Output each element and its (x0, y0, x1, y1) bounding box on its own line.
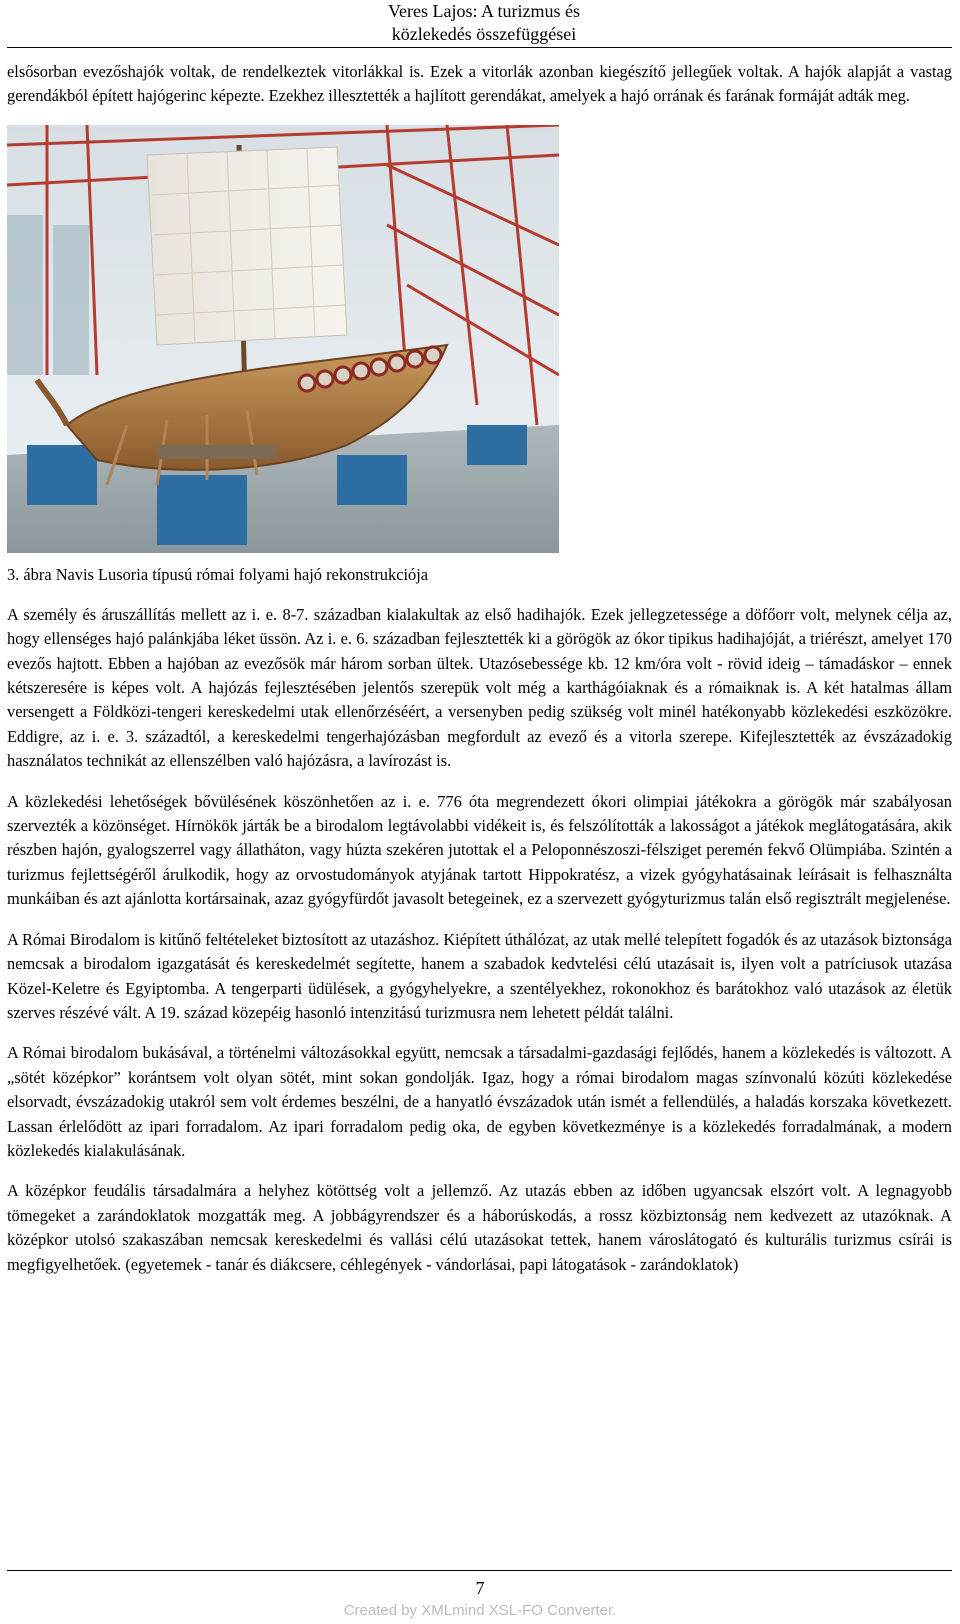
header-title-line1: Veres Lajos: A turizmus és (388, 1, 580, 21)
ship-reconstruction-photo (7, 125, 559, 553)
header-title-line2: közlekedés összefüggései (391, 24, 577, 44)
page-number: 7 (475, 1578, 485, 1598)
footer-divider (7, 1570, 952, 1571)
document-body (7, 60, 952, 1293)
body-paragraph: A közlekedési lehetőségek bővülésének köszönhetően az i. e. 776 óta megrendezett ókori olimpiai játékokra a görögök már szabályosan szervezték a közönséget. Hírnökök járták be a birodalom legtávolabbi vidékeit is, és felszólították a lakosságot a játékok meglátogatására, akik részben hajón, gyalogszerrel vagy állatháton, vagy húzta szekéren jutottak el a Peloponnészoszi-félsziget peremén fekvő Olümpiába. Szintén a turizmus fejlettségéről árulkodik, hogy az orvostudományok atyjának tartott Hippokratész, a vizek gyógyhatásainak leírásait is felhasználta munkáiban és azt ajánlotta kortársainak, azaz gyógyfürdőt javasolt betegeinek, ez a szervezett gyógyturizmus talán első regisztrált megjelenése. (7, 791, 952, 909)
body-paragraph: A Római birodalom bukásával, a történelmi változásokkal együtt, nemcsak a társadalmi-gazdasági fejlődés, hanem a közlekedés is változott. A „sötét középkor” korántsem volt olyan sötét, mint sokan gondolják. Igaz, hogy a római birodalom magas színvonalú közúti közlekedése elsorvadt, évszázadokig utakról sem volt érdemes beszélni, de a hanyatló évszázadok után ismét a fellendülés, a haladás korszaka következett. Lassan érlelődött az ipari forradalom. Az ipari forradalom pedig oka, de egyben következménye is a közlekedés forradalmának, a modern közlekedés kialakulásának. (7, 1043, 952, 1160)
body-paragraph: elsősorban evezőshajók voltak, de rendelkeztek vitorlákkal is. Ezek a vitorlák azonban kiegészítő jellegűek voltak. A hajók alapját a vastag gerendákból épített hajógerinc képezte. Ezekhez illesztették a hajlított gerendákat, amelyek a hajó orrának és farának formáját adták meg. (7, 62, 952, 106)
figure-caption: 3. ábra Navis Lusoria típusú római folyami hajó rekonstrukciója (7, 564, 429, 584)
body-paragraph: A személy és áruszállítás mellett az i. e. 8-7. században kialakultak az első hadihajók. Ezek jellegzetessége a döfőorr volt, melynek célja az, hogy ellenséges hajó palánkjába léket üssön. Az i. e. 6. században fejlesztették ki a görögök az ókor tipikus hadihajóját, a triérészt, amelyet 170 evezős hajtott. Ebben a hajóban az evezősök már három sorban ültek. Utazósebessége kb. 12 km/óra volt - rövid ideig – támadáskor – ennek kétszeresére is képes volt. A hajózás fejlesztésében jelentős szerepük volt még a karthágóiaknak és a rómaiknak is. A két hatalmas állam versengett a Földközi-tengeri kereskedelmi utak ellenőrzéséért, a versenyben pedig szükség volt minél hatékonyabb közlekedési eszközökre. Eddigre, az i. e. 3. századtól, a kereskedelmi tengerhajózásban megfordult az evező és a vitorla szerepe. Kifejlesztették az évszázadokig használatos technikát az ellenszélben való hajózásra, a lavírozást is. (7, 604, 952, 771)
page-header (0, 0, 960, 44)
body-paragraph: A Római Birodalom is kitűnő feltételeket biztosított az utazáshoz. Kiépített úthálózat, az utak mellé telepített fogadók és az utazások biztonsága nemcsak a birodalom igazgatását és kereskedelmét segítette, hanem a szabadok kedvtelési célú utazásait is, ilyen volt a patríciusok utazása Közel-Keletre és Egyiptomba. A tengerparti üdülések, a gyógyhelyekre, a szentélyekhez, rokonokhoz és barátokhoz való utazások az életük szerves részévé vált. A 19. század közepéig hasonló intenzitású turizmusra nem lehetett példát találni. (7, 929, 952, 1022)
converter-credit: Created by XMLmind XSL-FO Converter. (343, 1602, 617, 1619)
header-divider (7, 47, 952, 48)
body-paragraph: A középkor feudális társadalmára a helyhez kötöttség volt a jellemző. Az utazás ebben az időben ugyancsak elszórt volt. A legnagyobb tömegeket a zarándoklatok mozgatták meg. A jobbágyrendszer és a háborúskodás, a rossz közbiztonság nem kedvezett az utazóknak. A középkor utolsó szakaszában nemcsak kereskedelmi és vallási célú utazásokat tettek, hanem városlátogató és kulturális turizmus csírái is megfigyelhetőek. (egyetemek - tanár és diákcsere, céhlegények - vándorlásai, papi látogatások - zarándoklatok) (7, 1181, 952, 1274)
